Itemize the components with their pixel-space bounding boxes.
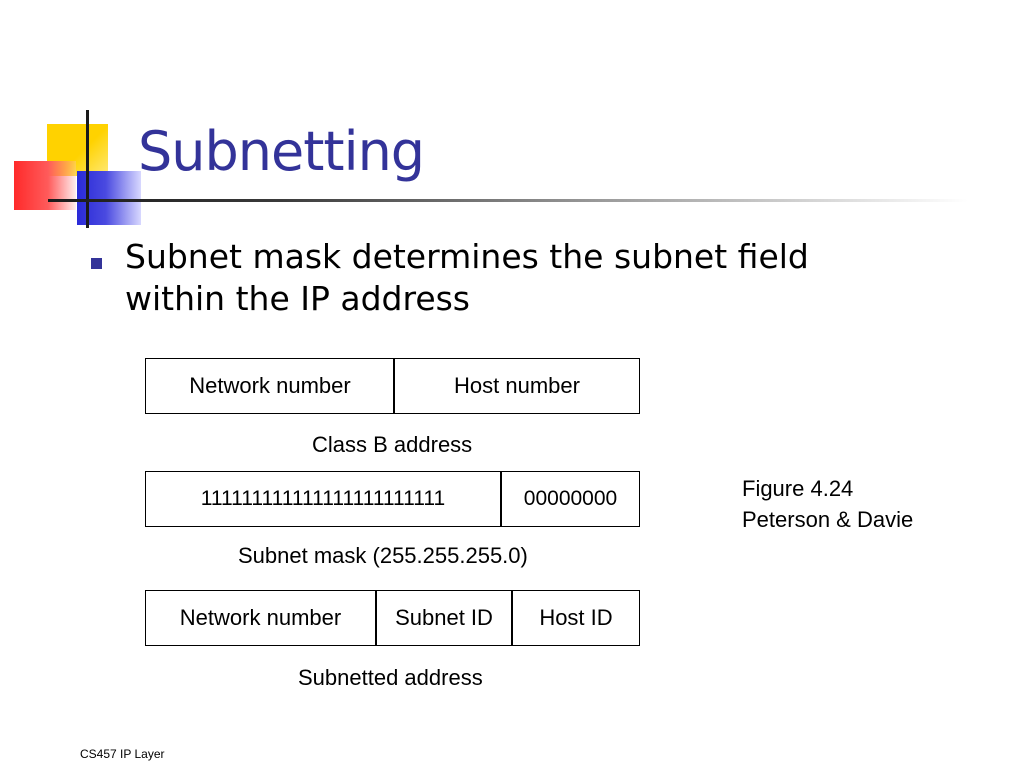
class-b-caption: Class B address [312,432,473,457]
bullet-text: Subnet mask determines the subnet field within the IP address [125,237,809,318]
bullet-square-icon [91,258,102,269]
subnetted-address-box [145,590,640,646]
title-underline [48,199,968,202]
subnet-mask-zeros-field: 00000000 [523,487,618,510]
host-id-field: Host ID [539,605,613,630]
subnetted-caption: Subnetted address [298,665,483,690]
slide-title: Subnetting [138,120,425,183]
figure-reference [742,473,913,535]
subnet-mask-caption: Subnet mask (255.255.255.0) [238,543,528,568]
logo-red-square [14,161,76,210]
subnetted-network-number-field: Network number [179,605,342,630]
class-b-address-box [145,358,640,414]
subnet-mask-ones-field: 111111111111111111111111 [200,487,446,510]
class-b-host-number-field: Host number [454,373,580,398]
subnet-id-field: Subnet ID [395,605,493,630]
slide-footer: CS457 IP Layer [80,747,165,761]
logo-vertical-line [86,110,89,228]
subnet-mask-box [145,471,640,527]
figure-reference-line-2: Peterson & Davie [742,507,914,532]
figure-reference-line-1: Figure 4.24 [742,476,854,501]
class-b-network-number-field: Network number [189,373,351,398]
